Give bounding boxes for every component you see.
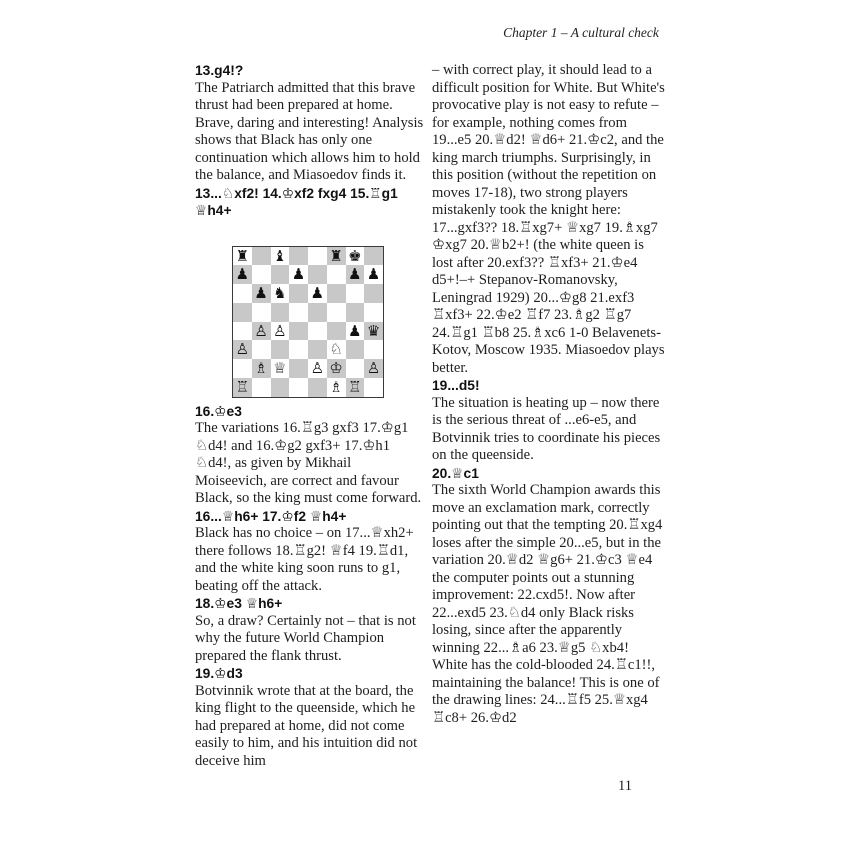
square-a5	[233, 303, 252, 322]
move-heading: 19...d5!	[432, 378, 480, 393]
square-g5	[346, 303, 365, 322]
square-b3	[252, 340, 271, 359]
white-king-on-f2: ♔	[327, 359, 346, 378]
square-c3	[271, 340, 290, 359]
white-pawn-on-c4: ♙	[271, 322, 290, 341]
chess-diagram	[232, 246, 384, 398]
square-e8	[308, 247, 327, 266]
black-pawn-on-d7: ♟	[289, 265, 308, 284]
square-d2	[289, 359, 308, 378]
square-h6	[364, 284, 383, 303]
chess-board	[233, 247, 383, 397]
move-heading: 13...♘xf2! 14.♔xf2 fxg4 15.♖g1 ♕h4+	[195, 185, 398, 218]
paragraph: The variations 16.♖g3 gxf3 17.♔g1 ♘d4! and 16.♔g2 gxf3+ 17.♔h1 ♘d4!, as given by Mikhail Moiseevich, are correct and favour Black, so the king must come forward.	[195, 420, 422, 506]
square-g2	[346, 359, 365, 378]
white-bishop-on-b2: ♗	[252, 359, 271, 378]
paragraph: The situation is heating up – now there is the serious threat of ...e6-e5, and Botvinnik tries to coordinate his pieces on the queenside.	[432, 394, 661, 463]
square-f7	[327, 265, 346, 284]
white-queen-on-c2: ♕	[271, 359, 290, 378]
move-heading: 13.g4!?	[195, 63, 244, 78]
square-e4	[308, 322, 327, 341]
square-d5	[289, 303, 308, 322]
white-pawn-on-e2: ♙	[308, 359, 327, 378]
black-bishop-on-c8: ♝	[271, 247, 290, 266]
move-heading: 16.♔e3	[195, 403, 242, 419]
square-h5	[364, 303, 383, 322]
move-heading: 16...♕h6+ 17.♔f2 ♕h4+	[195, 508, 347, 524]
square-b8	[252, 247, 271, 266]
running-header: Chapter 1 – A cultural check	[503, 25, 659, 40]
paragraph: The Patriarch admitted that this brave thrust had been prepared at home. Brave, daring and interesting! Analysis shows that Black has only one continuation which allows him to hold the balance, and Miasoedov finds it.	[195, 79, 424, 183]
move-heading: 19.♔d3	[195, 666, 243, 681]
square-e7	[308, 265, 327, 284]
square-a4	[233, 322, 252, 341]
black-pawn-on-g4: ♟	[346, 322, 365, 341]
black-rook-on-f8: ♜	[327, 247, 346, 266]
white-pawn-on-b4: ♙	[252, 322, 271, 341]
text-block	[195, 62, 665, 770]
black-pawn-on-a7: ♟	[233, 265, 252, 284]
square-g6	[346, 284, 365, 303]
square-a2	[233, 359, 252, 378]
white-rook-on-a1: ♖	[233, 378, 252, 397]
square-d4	[289, 322, 308, 341]
white-knight-on-f3: ♘	[327, 340, 346, 359]
square-f6	[327, 284, 346, 303]
square-d6	[289, 284, 308, 303]
square-b7	[252, 265, 271, 284]
square-g3	[346, 340, 365, 359]
paragraph: Black has no choice – on 17...♕xh2+ there follows 18.♖g2! ♕f4 19.♖d1, and the white king soon runs to g1, beating off the attack.	[195, 525, 414, 594]
square-f5	[327, 303, 346, 322]
black-pawn-on-b6: ♟	[252, 284, 271, 303]
square-b1	[252, 378, 271, 397]
paragraph: – with correct play, it should lead to a difficult position for White. But White's provocative play is not easy to refute – for example, nothing comes from 19...e5 20.♕d2! ♕d6+ 21.♔c2, and the king march triumphs. Surprisingly, in this position (without the repetition on moves 17-18), two strong players mistakenly took the knight here: 17...gxf3?? 18.♖xg7+ ♕xg7 19.♗xg7 ♔xg7 20.♕b2+! (the white queen is lost after 20.exf3?? ♖xf3+ 21.♔e4 d5+!–+ Stepanov-Romanovsky, Leningrad 1929) 20...♔g8 21.exf3 ♖xf3+ 22.♔e2 ♖f7 23.♗g2 ♖g7 24.♖g1 ♖b8 25.♗xc6 1-0 Belavenets-Kotov, Moscow 1935. Miasoedov plays better.	[432, 62, 665, 376]
move-heading: 18.♔e3 ♕h6+	[195, 596, 283, 611]
black-king-on-g8: ♚	[346, 247, 365, 266]
square-h1	[364, 378, 383, 397]
paragraph: The sixth World Champion awards this move an exclamation mark, correctly pointing out that the tempting 20.♖xg4 loses after the simple 20...e5, but in the variation 20.♕d2 ♕g6+ 21.♔c3 ♕e4 the computer points out a stunning improvement: 22.cxd5!. Now after 22...exd5 23.♘d4 only Black risks losing, since after the apparently winning 22...♗a6 23.♕g5 ♘xb4! White has the cold-blooded 24.♖c1!!, maintaining the balance! This is one of the drawing lines: 24...♖f5 25.♕xg4 ♖c8+ 26.♔d2	[432, 482, 663, 726]
square-e1	[308, 378, 327, 397]
left-column	[195, 62, 425, 770]
right-column	[432, 62, 665, 727]
square-e5	[308, 303, 327, 322]
square-d1	[289, 378, 308, 397]
square-d8	[289, 247, 308, 266]
black-knight-on-c6: ♞	[271, 284, 290, 303]
square-h8	[364, 247, 383, 266]
black-rook-on-a8: ♜	[233, 247, 252, 266]
move-heading: 20.♕c1	[432, 465, 479, 481]
black-pawn-on-e6: ♟	[308, 284, 327, 303]
square-h3	[364, 340, 383, 359]
black-queen-on-h4: ♛	[364, 322, 383, 341]
white-rook-on-g1: ♖	[346, 378, 365, 397]
white-bishop-on-f1: ♗	[327, 378, 346, 397]
white-pawn-on-h2: ♙	[364, 359, 383, 378]
black-pawn-on-g7: ♟	[346, 265, 365, 284]
paragraph: So, a draw? Certainly not – that is not why the future World Champion prepared the flank thrust.	[195, 612, 416, 664]
square-d3	[289, 340, 308, 359]
black-pawn-on-h7: ♟	[364, 265, 383, 284]
square-a6	[233, 284, 252, 303]
square-f4	[327, 322, 346, 341]
page-number: 11	[618, 778, 632, 794]
square-e3	[308, 340, 327, 359]
square-c1	[271, 378, 290, 397]
paragraph: Botvinnik wrote that at the board, the king flight to the queenside, which he had prepared at home, did not come easily to him, and his intuition did not deceive him	[195, 682, 418, 769]
white-pawn-on-a3: ♙	[233, 340, 252, 359]
square-c5	[271, 303, 290, 322]
square-b5	[252, 303, 271, 322]
square-c7	[271, 265, 290, 284]
